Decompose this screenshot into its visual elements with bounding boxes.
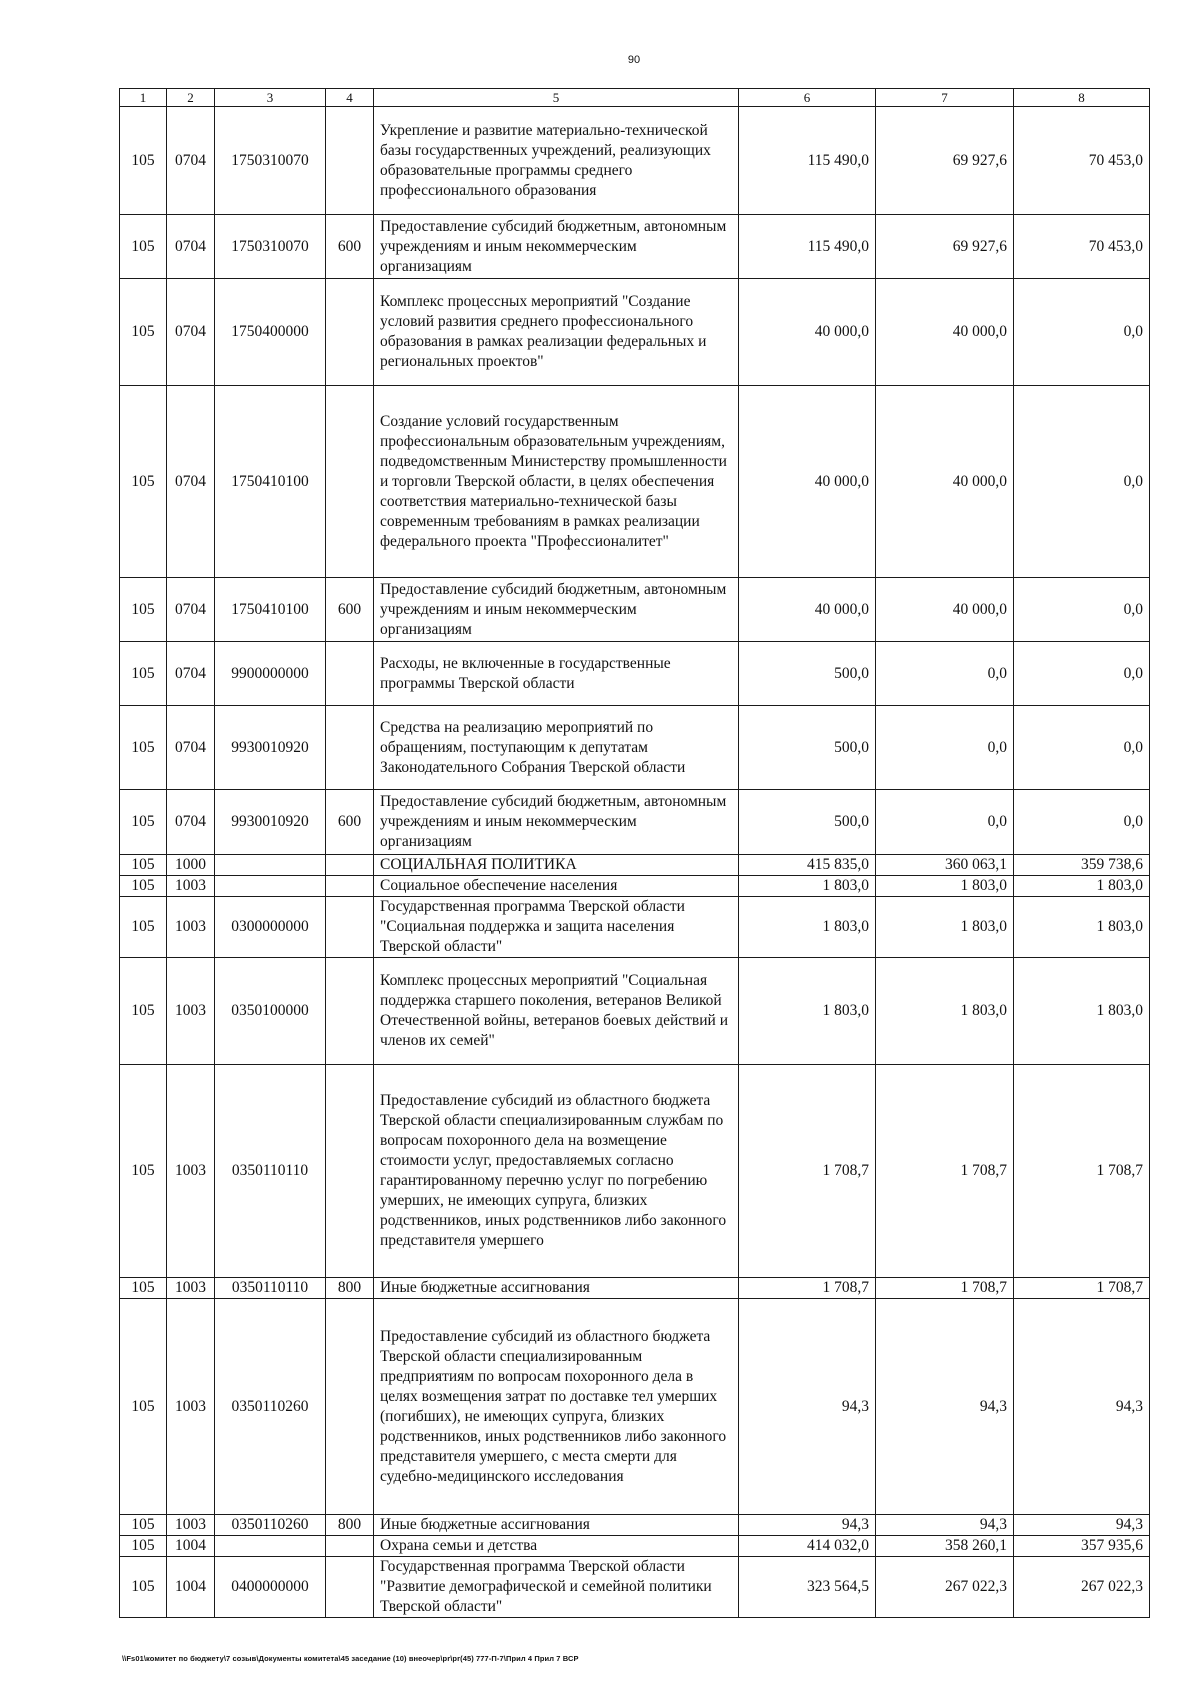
cell-c4: 600 <box>326 215 374 279</box>
cell-c3: 0350110110 <box>215 1065 326 1278</box>
cell-c3: 0350110110 <box>215 1278 326 1299</box>
cell-name: СОЦИАЛЬНАЯ ПОЛИТИКА <box>374 855 739 876</box>
cell-c3: 1750400000 <box>215 279 326 386</box>
cell-c2: 1000 <box>167 855 215 876</box>
cell-v7: 267 022,3 <box>876 1557 1014 1618</box>
cell-v8: 0,0 <box>1014 279 1150 386</box>
cell-v6: 40 000,0 <box>739 578 876 642</box>
cell-name: Предоставление субсидий из областного бюджета Тверской области специализированным службам по вопросам похоронного дела на возмещение стоимости услуг, предоставляемых согласно гарантированному перечню услуг по погребению умерших, не имеющих супруга, близких родственников, иных родственников либо законного представителя умершего <box>374 1065 739 1278</box>
cell-c1: 105 <box>120 958 167 1065</box>
cell-v7: 1 803,0 <box>876 876 1014 897</box>
cell-c2: 1003 <box>167 958 215 1065</box>
cell-v6: 323 564,5 <box>739 1557 876 1618</box>
cell-c1: 105 <box>120 1557 167 1618</box>
cell-name: Социальное обеспечение населения <box>374 876 739 897</box>
cell-name: Предоставление субсидий бюджетным, автономным учреждениям и иным некоммерческим организациям <box>374 215 739 279</box>
cell-v8: 359 738,6 <box>1014 855 1150 876</box>
cell-v8: 70 453,0 <box>1014 107 1150 215</box>
table-row <box>120 706 1150 790</box>
cell-c3: 0400000000 <box>215 1557 326 1618</box>
cell-c3: 9930010920 <box>215 790 326 855</box>
cell-c1: 105 <box>120 642 167 706</box>
cell-v7: 40 000,0 <box>876 279 1014 386</box>
cell-v8: 1 708,7 <box>1014 1065 1150 1278</box>
cell-c2: 1003 <box>167 1515 215 1536</box>
cell-v6: 414 032,0 <box>739 1536 876 1557</box>
cell-c2: 0704 <box>167 790 215 855</box>
cell-v7: 69 927,6 <box>876 215 1014 279</box>
cell-v8: 357 935,6 <box>1014 1536 1150 1557</box>
cell-v8: 0,0 <box>1014 706 1150 790</box>
cell-name: Иные бюджетные ассигнования <box>374 1515 739 1536</box>
column-number-row <box>120 89 1150 107</box>
table-row <box>120 578 1150 642</box>
cell-v8: 0,0 <box>1014 642 1150 706</box>
cell-c3: 0350110260 <box>215 1299 326 1515</box>
column-header-7: 7 <box>876 89 1014 107</box>
cell-v8: 0,0 <box>1014 790 1150 855</box>
cell-v7: 1 708,7 <box>876 1065 1014 1278</box>
cell-c2: 1003 <box>167 1278 215 1299</box>
cell-name: Укрепление и развитие материально-технической базы государственных учреждений, реализующих образовательные программы среднего профессионального образования <box>374 107 739 215</box>
cell-c4 <box>326 1065 374 1278</box>
cell-c2: 0704 <box>167 279 215 386</box>
cell-v8: 94,3 <box>1014 1299 1150 1515</box>
cell-c2: 1004 <box>167 1557 215 1618</box>
table-row <box>120 279 1150 386</box>
cell-c4: 600 <box>326 790 374 855</box>
cell-v8: 0,0 <box>1014 386 1150 578</box>
cell-v7: 69 927,6 <box>876 107 1014 215</box>
cell-v7: 94,3 <box>876 1299 1014 1515</box>
cell-c4: 800 <box>326 1278 374 1299</box>
table-row <box>120 215 1150 279</box>
cell-v8: 1 708,7 <box>1014 1278 1150 1299</box>
cell-c3: 0350100000 <box>215 958 326 1065</box>
cell-c1: 105 <box>120 279 167 386</box>
page-number: 90 <box>627 54 641 66</box>
cell-v6: 1 803,0 <box>739 897 876 958</box>
cell-v8: 1 803,0 <box>1014 958 1150 1065</box>
cell-c1: 105 <box>120 1299 167 1515</box>
cell-v6: 500,0 <box>739 790 876 855</box>
table-row <box>120 790 1150 855</box>
cell-name: Предоставление субсидий из областного бюджета Тверской области специализированным предприятиям по вопросам похоронного дела в целях возмещения затрат по доставке тел умерших (погибших), не имеющих супруга, близких родственников, иных родственников либо законного представителя умершего, с места смерти для судебно-медицинского исследования <box>374 1299 739 1515</box>
cell-v6: 500,0 <box>739 706 876 790</box>
cell-v7: 40 000,0 <box>876 578 1014 642</box>
column-header-5: 5 <box>374 89 739 107</box>
cell-name: Средства на реализацию мероприятий по обращениям, поступающим к депутатам Законодательного Собрания Тверской области <box>374 706 739 790</box>
cell-c1: 105 <box>120 578 167 642</box>
table-row <box>120 897 1150 958</box>
cell-c3 <box>215 1536 326 1557</box>
cell-c1: 105 <box>120 1536 167 1557</box>
cell-v7: 0,0 <box>876 642 1014 706</box>
table-row <box>120 855 1150 876</box>
cell-c4 <box>326 386 374 578</box>
table-row <box>120 1065 1150 1278</box>
budget-table <box>119 88 1150 1618</box>
table-row <box>120 1299 1150 1515</box>
cell-name: Расходы, не включенные в государственные программы Тверской области <box>374 642 739 706</box>
cell-c3: 9930010920 <box>215 706 326 790</box>
cell-c3: 9900000000 <box>215 642 326 706</box>
cell-c3 <box>215 855 326 876</box>
cell-c2: 0704 <box>167 578 215 642</box>
cell-c3: 0300000000 <box>215 897 326 958</box>
cell-v7: 358 260,1 <box>876 1536 1014 1557</box>
cell-c4 <box>326 279 374 386</box>
cell-c3: 1750410100 <box>215 578 326 642</box>
cell-v6: 1 803,0 <box>739 958 876 1065</box>
column-header-4: 4 <box>326 89 374 107</box>
cell-v6: 1 708,7 <box>739 1278 876 1299</box>
column-header-6: 6 <box>739 89 876 107</box>
cell-v8: 70 453,0 <box>1014 215 1150 279</box>
cell-name: Государственная программа Тверской области "Развитие демографической и семейной политики Тверской области" <box>374 1557 739 1618</box>
cell-v7: 0,0 <box>876 706 1014 790</box>
cell-c1: 105 <box>120 1515 167 1536</box>
footer-file-path: \\Fs01\комитет по бюджету\7 созыв\Документы комитета\45 заседание (10) внеочер\pr\pr(45) 777-П-7\Прил 4 Прил 7 ВСР <box>122 1654 579 1663</box>
table-row <box>120 107 1150 215</box>
cell-c4 <box>326 1299 374 1515</box>
cell-c2: 1003 <box>167 1065 215 1278</box>
cell-name: Создание условий государственным профессиональным образовательным учреждениям, подведомственным Министерству промышленности и торговли Тверской области, в целях обеспечения соответствия материально-технической базы современным требованиям в рамках реализации федерального проекта "Профессионалитет" <box>374 386 739 578</box>
table-row <box>120 386 1150 578</box>
cell-c1: 105 <box>120 876 167 897</box>
cell-v7: 94,3 <box>876 1515 1014 1536</box>
cell-v8: 0,0 <box>1014 578 1150 642</box>
table-row <box>120 1515 1150 1536</box>
cell-c1: 105 <box>120 1278 167 1299</box>
table-row <box>120 642 1150 706</box>
cell-c2: 1003 <box>167 1299 215 1515</box>
column-header-2: 2 <box>167 89 215 107</box>
cell-c3: 1750410100 <box>215 386 326 578</box>
cell-c4 <box>326 706 374 790</box>
cell-name: Комплекс процессных мероприятий "Создание условий развития среднего профессионального образования в рамках реализации федеральных и региональных проектов" <box>374 279 739 386</box>
cell-v6: 1 708,7 <box>739 1065 876 1278</box>
cell-c4: 600 <box>326 578 374 642</box>
cell-c2: 1003 <box>167 897 215 958</box>
cell-c2: 1003 <box>167 876 215 897</box>
cell-c4 <box>326 642 374 706</box>
cell-c4: 800 <box>326 1515 374 1536</box>
cell-c3 <box>215 876 326 897</box>
cell-name: Предоставление субсидий бюджетным, автономным учреждениям и иным некоммерческим организациям <box>374 578 739 642</box>
cell-v7: 360 063,1 <box>876 855 1014 876</box>
cell-c3: 1750310070 <box>215 215 326 279</box>
cell-v8: 267 022,3 <box>1014 1557 1150 1618</box>
cell-v8: 1 803,0 <box>1014 876 1150 897</box>
cell-c4 <box>326 897 374 958</box>
cell-v8: 1 803,0 <box>1014 897 1150 958</box>
cell-v6: 40 000,0 <box>739 386 876 578</box>
cell-v7: 1 708,7 <box>876 1278 1014 1299</box>
cell-c2: 0704 <box>167 642 215 706</box>
cell-c1: 105 <box>120 386 167 578</box>
cell-c1: 105 <box>120 1065 167 1278</box>
cell-v7: 40 000,0 <box>876 386 1014 578</box>
cell-v6: 115 490,0 <box>739 215 876 279</box>
cell-c2: 0704 <box>167 107 215 215</box>
cell-c1: 105 <box>120 215 167 279</box>
cell-v7: 1 803,0 <box>876 897 1014 958</box>
cell-c1: 105 <box>120 107 167 215</box>
table-row <box>120 1278 1150 1299</box>
table-row <box>120 1557 1150 1618</box>
cell-c4 <box>326 1557 374 1618</box>
cell-v6: 94,3 <box>739 1299 876 1515</box>
table-row <box>120 958 1150 1065</box>
cell-c2: 0704 <box>167 215 215 279</box>
column-header-1: 1 <box>120 89 167 107</box>
cell-v7: 1 803,0 <box>876 958 1014 1065</box>
cell-v6: 415 835,0 <box>739 855 876 876</box>
cell-name: Государственная программа Тверской области "Социальная поддержка и защита населения Тверской области" <box>374 897 739 958</box>
cell-c4 <box>326 855 374 876</box>
cell-c1: 105 <box>120 790 167 855</box>
cell-c4 <box>326 107 374 215</box>
cell-c3: 1750310070 <box>215 107 326 215</box>
cell-name: Комплекс процессных мероприятий "Социальная поддержка старшего поколения, ветеранов Великой Отечественной войны, ветеранов боевых действий и членов их семей" <box>374 958 739 1065</box>
cell-v6: 500,0 <box>739 642 876 706</box>
column-header-3: 3 <box>215 89 326 107</box>
cell-name: Иные бюджетные ассигнования <box>374 1278 739 1299</box>
cell-v6: 115 490,0 <box>739 107 876 215</box>
column-header-8: 8 <box>1014 89 1150 107</box>
cell-c2: 0704 <box>167 386 215 578</box>
cell-c2: 1004 <box>167 1536 215 1557</box>
cell-c1: 105 <box>120 855 167 876</box>
cell-v6: 1 803,0 <box>739 876 876 897</box>
table-row <box>120 876 1150 897</box>
cell-c4 <box>326 1536 374 1557</box>
cell-v8: 94,3 <box>1014 1515 1150 1536</box>
cell-c2: 0704 <box>167 706 215 790</box>
cell-c4 <box>326 958 374 1065</box>
table-row <box>120 1536 1150 1557</box>
cell-c1: 105 <box>120 706 167 790</box>
cell-v6: 94,3 <box>739 1515 876 1536</box>
cell-v7: 0,0 <box>876 790 1014 855</box>
cell-v6: 40 000,0 <box>739 279 876 386</box>
cell-c4 <box>326 876 374 897</box>
cell-name: Охрана семьи и детства <box>374 1536 739 1557</box>
cell-c1: 105 <box>120 897 167 958</box>
cell-c3: 0350110260 <box>215 1515 326 1536</box>
cell-name: Предоставление субсидий бюджетным, автономным учреждениям и иным некоммерческим организациям <box>374 790 739 855</box>
